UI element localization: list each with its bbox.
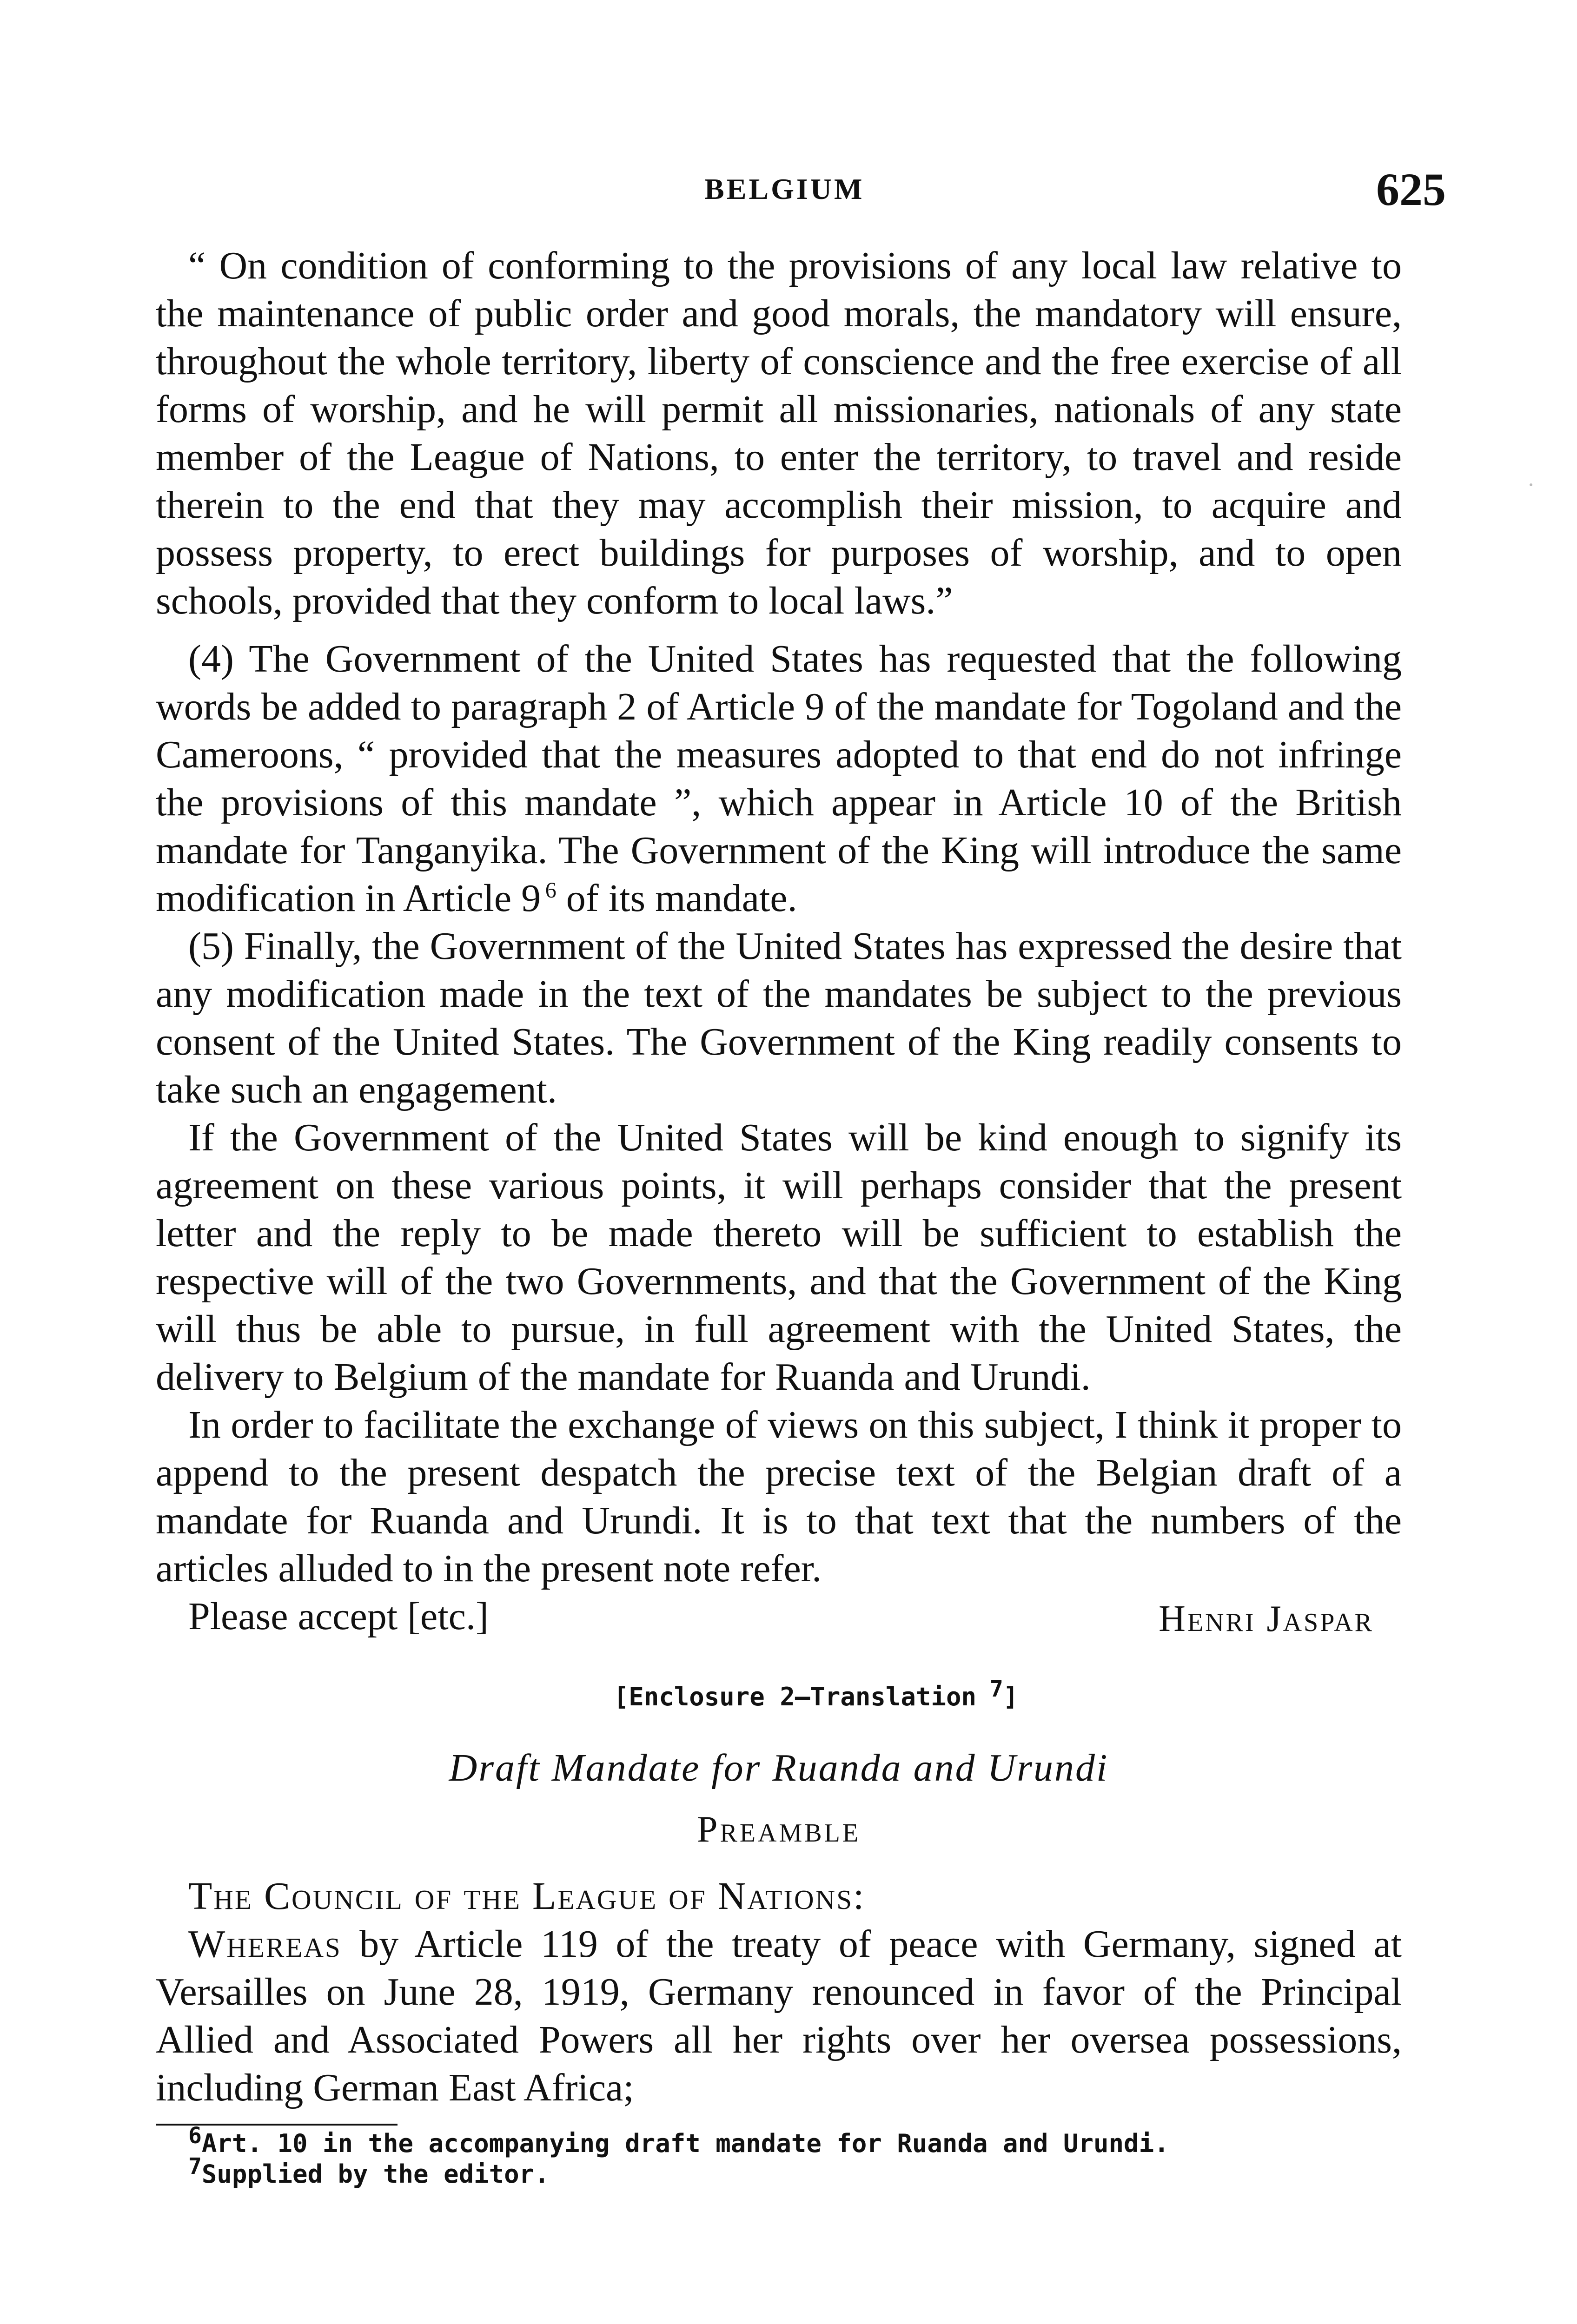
body-text [156, 242, 1402, 2190]
paragraph-4-text-end: of its mandate. [556, 877, 797, 920]
whereas-word: Whereas [188, 1922, 342, 1966]
running-header [0, 158, 1577, 214]
quoted-provision-paragraph: “ On condition of conforming to the provisions of any local law relative to the maintenance of public order and good morals, the mandatory will ensure, throughout the whole territory, liberty of conscience and the free exercise of all forms of worship, and he will permit all missionaries, nationals of any state member of the League of Nations, to enter the territory, to travel and reside therein to the end that they may accomplish their mission, to acquire and possess property, to erect buildings for purposes of worship, and to open schools, provided that they conform to local laws.” [156, 244, 1402, 622]
footnote-7: $^7$Supplied by the editor. [188, 2153, 550, 2189]
enclosure-label: [Enclosure 2—Translation $^7$] [613, 1676, 1019, 1711]
paragraph-agreement: If the Government of the United States will be kind enough to signify its agreement on these various points, it will perhaps consider that the present letter and the reply to be made thereto will be sufficient to establish the respective will of the two Governments, and that the Government of the King will thus be able to pursue, in full agreement with the United States, the delivery to Belgium of the mandate for Ruanda and Urundi. [156, 1116, 1402, 1399]
council-heading: The Council of the League of Nations: [188, 1875, 866, 1918]
paragraph-exchange-of-views: In order to facilitate the exchange of views on this subject, I think it proper to append to the present despatch the precise text of the Belgian draft of a mandate for Ruanda and Urundi. It is to that text that the numbers of the articles alluded to in the present note refer. [156, 1403, 1402, 1590]
closing-formula: Please accept [etc.] [188, 1595, 489, 1638]
page-number: 625 [1376, 164, 1446, 215]
paragraph-5: (5) Finally, the Government of the United States has expressed the desire that any modification made in the text of the mandates be subject to the previous consent of the United States. The Government of the King readily consents to take such an engagement. [156, 924, 1402, 1111]
preamble-heading: Preamble [696, 1809, 861, 1850]
paragraph-4 [156, 635, 1402, 922]
paragraph-4-text: (4) The Government of the United States has requested that the following words be added to paragraph 2 of Article 9 of the mandate for Togoland and the Cameroons, “ provided that the measures adopted to that end do not infringe the provisions of this mandate ”, which appear in Article 10 of the British mandate for Tanganyika. The Government of the King will introduce the same modification in Article 9 [156, 637, 1402, 920]
footnotes [156, 2123, 1402, 2190]
footnote-ref-6: 6 [545, 878, 557, 903]
running-title: BELGIUM [704, 172, 865, 205]
whereas-paragraph [156, 1920, 1402, 2112]
draft-mandate-title: Draft Mandate for Ruanda and Urundi [449, 1746, 1109, 1789]
signature-line [156, 1592, 1402, 1640]
signer-name: Henri Jaspar [1159, 1598, 1374, 1639]
whereas-text: by Article 119 of the treaty of peace with Germany, signed at Versailles on June 28, 1919, Germany renounced in favor of the Principal Allied and Associated Powers all her rights over her oversea possessions, including German East Africa; [156, 1922, 1402, 2109]
margin-speck [1530, 483, 1532, 486]
footnote-ref-7: 7 [989, 1676, 1003, 1702]
footnote-6: $^6$Art. 10 in the accompanying draft mandate for Ruanda and Urundi. [188, 2123, 1169, 2158]
